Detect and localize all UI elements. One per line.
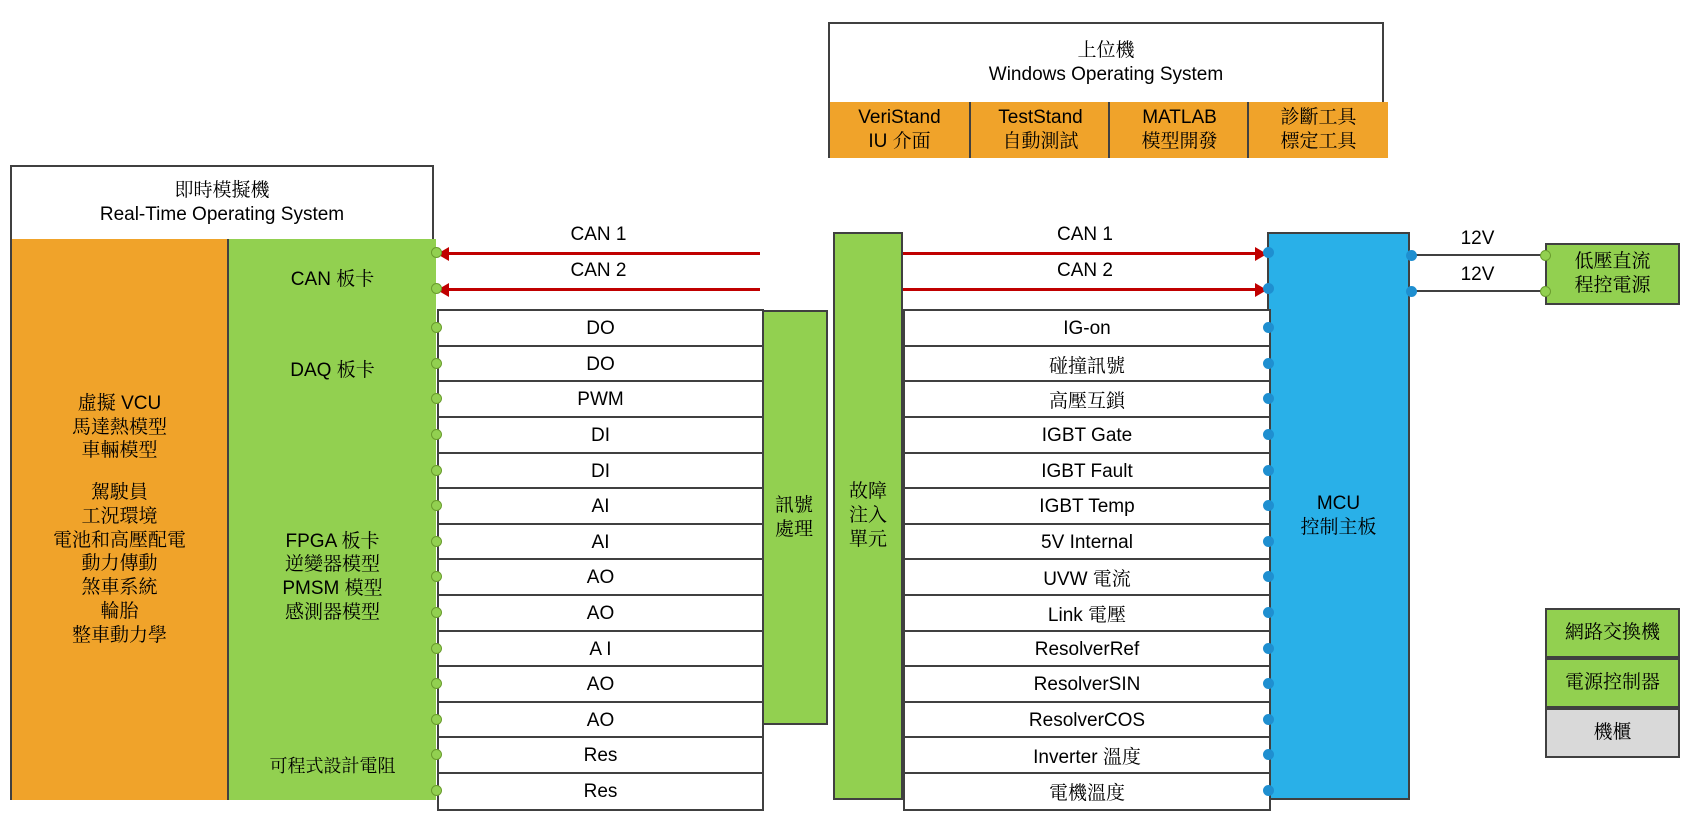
- card-connector: [431, 393, 442, 404]
- mcu-connector: [1263, 785, 1274, 796]
- signal-right-text: CAN 2: [1057, 260, 1113, 281]
- signal-right-text: CAN 1: [1057, 224, 1113, 245]
- psu-connector-1: [1540, 250, 1551, 261]
- signal-label-right: [903, 258, 1267, 284]
- signal-left-text: Res: [583, 744, 618, 766]
- fault-injection-block: 故障 注入 單元: [833, 232, 903, 800]
- signal-right-text: IG-on: [1063, 317, 1111, 339]
- can-bus-line: [437, 288, 760, 291]
- signal-row-right: [903, 701, 1271, 740]
- signal-left-text: AO: [586, 566, 615, 588]
- mcu-connector: [1263, 247, 1274, 258]
- mcu-connector: [1263, 500, 1274, 511]
- signal-left-text: PWM: [577, 388, 624, 410]
- card-fpga[interactable]: FPGA 板卡 逆變器模型 PMSM 模型 感測器模型: [227, 421, 436, 735]
- mcu-connector: [1263, 358, 1274, 369]
- signal-left-text: AI: [591, 495, 610, 517]
- signal-row-left: [437, 416, 764, 455]
- card-connector: [431, 749, 442, 760]
- signal-row-right: [903, 380, 1271, 419]
- card-connector: [431, 500, 442, 511]
- signal-left-text: DO: [586, 353, 615, 375]
- card-connector: [431, 358, 442, 369]
- can-bus-line: [437, 252, 760, 255]
- signal-row-right: [903, 345, 1271, 384]
- card-connector: [431, 536, 442, 547]
- signal-row-left: [437, 630, 764, 669]
- host-cell-teststand[interactable]: TestStand 自動測試: [969, 102, 1110, 158]
- mcu-connector: [1263, 678, 1274, 689]
- card-connector: [431, 247, 442, 258]
- signal-right-text: IGBT Fault: [1041, 460, 1133, 482]
- power-controller-block: 電源控制器: [1545, 658, 1680, 708]
- signal-right-text: Inverter 溫度: [1033, 747, 1141, 768]
- signal-right-text: ResolverCOS: [1028, 709, 1146, 731]
- mcu-block: MCU 控制主板: [1267, 232, 1410, 800]
- mcu-connector: [1263, 571, 1274, 582]
- mcu-connector: [1263, 749, 1274, 760]
- signal-left-text: CAN 2: [570, 260, 627, 281]
- card-connector: [431, 714, 442, 725]
- realtime-title-en: Real-Time Operating System: [99, 204, 345, 225]
- network-switch-block: 網路交換機: [1545, 608, 1680, 658]
- signal-row-left: [437, 772, 764, 811]
- mcu-power-connector-1: [1406, 250, 1417, 261]
- mcu-connector: [1263, 607, 1274, 618]
- host-title-cn: 上位機: [1077, 40, 1135, 62]
- host-cell-diagnostics[interactable]: 診斷工具 標定工具: [1247, 102, 1388, 158]
- signal-row-right: [903, 665, 1271, 704]
- signal-right-text: 碰撞訊號: [1048, 356, 1125, 377]
- signal-row-right: [903, 452, 1271, 491]
- card-connector: [431, 429, 442, 440]
- signal-right-text: 電機溫度: [1048, 783, 1125, 804]
- host-title: [830, 24, 1382, 104]
- signal-right-text: 5V Internal: [1041, 531, 1133, 553]
- mcu-connector: [1263, 283, 1274, 294]
- mcu-connector: [1263, 714, 1274, 725]
- card-connector: [431, 571, 442, 582]
- signal-row-left: [437, 736, 764, 775]
- signal-row-right: [903, 309, 1271, 348]
- cabinet-block: 機櫃: [1545, 708, 1680, 758]
- mcu-connector: [1263, 465, 1274, 476]
- signal-right-text: ResolverRef: [1034, 638, 1140, 660]
- signal-row-left: [437, 380, 764, 419]
- power-label-2: 12V: [1460, 264, 1495, 285]
- realtime-title: [12, 167, 432, 241]
- card-can[interactable]: CAN 板卡: [227, 239, 436, 323]
- power-label-1: 12V: [1460, 228, 1495, 249]
- signal-row-right: [903, 523, 1271, 562]
- card-programmable-resistor[interactable]: 可程式設計電阻: [227, 733, 436, 800]
- signal-label-left: [437, 222, 760, 248]
- signal-left-text: DI: [591, 424, 610, 446]
- signal-row-left: [437, 523, 764, 562]
- signal-left-text: AO: [586, 709, 615, 731]
- mcu-connector: [1263, 536, 1274, 547]
- host-cell-veristand[interactable]: VeriStand IU 介面: [830, 102, 969, 158]
- card-connector: [431, 643, 442, 654]
- signal-row-right: [903, 772, 1271, 811]
- card-connector: [431, 322, 442, 333]
- signal-processing-block: 訊號 處理: [760, 310, 828, 725]
- signal-left-text: DO: [586, 317, 615, 339]
- card-connector: [431, 785, 442, 796]
- signal-label-left: [437, 258, 760, 284]
- signal-label-right: [903, 222, 1267, 248]
- mcu-connector: [1263, 643, 1274, 654]
- realtime-simulator-block: [10, 165, 434, 800]
- signal-left-text: A I: [589, 638, 612, 660]
- signal-left-text: Res: [583, 780, 618, 802]
- card-connector: [431, 283, 442, 294]
- signal-row-left: [437, 558, 764, 597]
- card-connector: [431, 678, 442, 689]
- signal-right-text: 高壓互鎖: [1048, 391, 1125, 412]
- signal-right-text: IGBT Gate: [1041, 424, 1133, 446]
- signal-row-left: [437, 452, 764, 491]
- signal-right-text: IGBT Temp: [1039, 495, 1135, 517]
- signal-row-left: [437, 309, 764, 348]
- host-computer-block: [828, 22, 1384, 158]
- signal-row-right: [903, 594, 1271, 633]
- signal-row-left: [437, 701, 764, 740]
- realtime-title-cn: 即時模擬機: [174, 180, 270, 202]
- signal-row-right: [903, 487, 1271, 526]
- signal-row-right: [903, 416, 1271, 455]
- mcu-connector: [1263, 429, 1274, 440]
- signal-left-text: AO: [586, 602, 615, 624]
- signal-right-text: Link 電壓: [1047, 605, 1127, 626]
- host-title-en: Windows Operating System: [988, 64, 1224, 85]
- card-connector: [431, 465, 442, 476]
- signal-row-left: [437, 345, 764, 384]
- mcu-power-connector-2: [1406, 286, 1417, 297]
- signal-row-right: [903, 630, 1271, 669]
- signal-row-left: [437, 665, 764, 704]
- host-cell-matlab[interactable]: MATLAB 模型開發: [1108, 102, 1249, 158]
- signal-right-text: ResolverSIN: [1033, 673, 1141, 695]
- signal-right-text: UVW 電流: [1043, 569, 1131, 590]
- signal-left-text: AI: [591, 531, 610, 553]
- signal-row-left: [437, 487, 764, 526]
- card-connector: [431, 607, 442, 618]
- signal-row-left: [437, 594, 764, 633]
- can-bus-line: [903, 252, 1267, 255]
- can-bus-line: [903, 288, 1267, 291]
- signal-left-text: CAN 1: [570, 224, 627, 245]
- card-daq[interactable]: DAQ 板卡: [227, 321, 436, 423]
- psu-connector-2: [1540, 286, 1551, 297]
- mcu-connector: [1263, 393, 1274, 404]
- power-supply-block: 低壓直流 程控電源: [1545, 243, 1680, 305]
- signal-left-text: DI: [591, 460, 610, 482]
- mcu-connector: [1263, 322, 1274, 333]
- realtime-models-panel: 虛擬 VCU 馬達熱模型 車輛模型 駕駛員 工況環境 電池和高壓配電 動力傳動 煞車系統 輪胎 整車動力學: [12, 239, 227, 800]
- signal-row-right: [903, 558, 1271, 597]
- signal-left-text: AO: [586, 673, 615, 695]
- signal-row-right: [903, 736, 1271, 775]
